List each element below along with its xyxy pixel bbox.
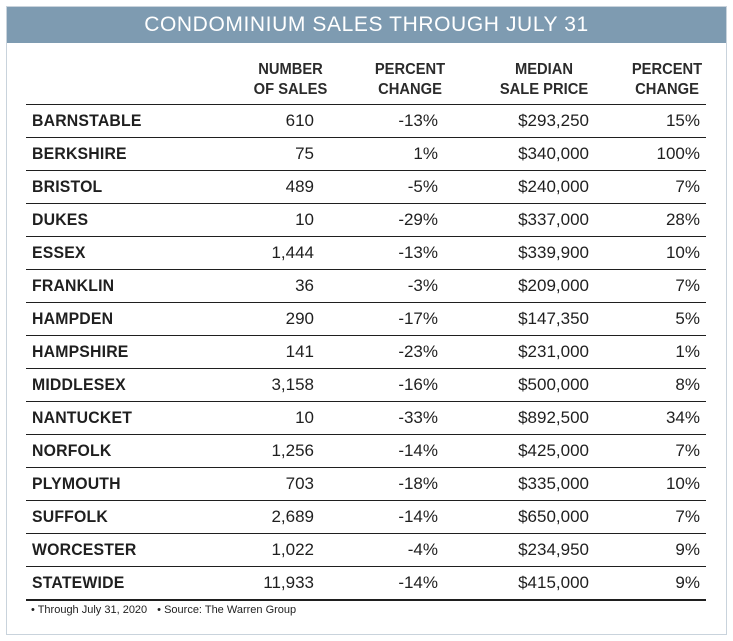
median-sale-price-cell: $415,000 (518, 573, 589, 592)
table-row (26, 534, 706, 567)
column-header-line: PERCENT (374, 61, 446, 78)
number-of-sales-cell: 489 (285, 177, 314, 196)
footnotes (31, 604, 306, 616)
sales-percent-change-cell: -33% (398, 408, 438, 427)
number-of-sales-cell: 2,689 (271, 507, 314, 526)
price-percent-change-cell: 1% (675, 342, 700, 361)
price-percent-change-cell: 10% (665, 243, 700, 262)
number-of-sales-cell: 610 (285, 111, 314, 130)
table-row (26, 369, 706, 402)
sales-percent-change-cell: -18% (398, 474, 438, 493)
median-sale-price-cell: $337,000 (518, 210, 589, 229)
county-cell: BERKSHIRE (32, 144, 127, 163)
county-cell: BRISTOL (32, 177, 103, 196)
column-header-line: CHANGE (378, 81, 442, 98)
table-row (26, 303, 706, 336)
county-cell: HAMPDEN (32, 309, 114, 328)
column-header-number-of-sales (242, 60, 339, 100)
sales-percent-change-cell: -23% (398, 342, 438, 361)
sales-percent-change-cell: -17% (398, 309, 438, 328)
county-cell: NANTUCKET (32, 408, 133, 427)
county-cell: STATEWIDE (32, 573, 125, 592)
table-row (26, 237, 706, 270)
table-row (26, 138, 706, 171)
median-sale-price-cell: $892,500 (518, 408, 589, 427)
sales-percent-change-cell: -3% (407, 276, 438, 295)
column-header-sales-percent-change (364, 60, 456, 100)
median-sale-price-cell: $650,000 (518, 507, 589, 526)
sales-percent-change-cell: -14% (398, 507, 438, 526)
county-cell: SUFFOLK (32, 507, 108, 526)
median-sale-price-cell: $240,000 (518, 177, 589, 196)
median-sale-price-cell: $340,000 (518, 144, 589, 163)
column-header-line: CHANGE (635, 81, 699, 98)
table-title: CONDOMINIUM SALES THROUGH JULY 31 (7, 7, 726, 43)
median-sale-price-cell: $500,000 (518, 375, 589, 394)
number-of-sales-cell: 3,158 (271, 375, 314, 394)
county-cell: PLYMOUTH (32, 474, 121, 493)
sales-percent-change-cell: -4% (407, 540, 438, 559)
median-sale-price-cell: $339,900 (518, 243, 589, 262)
footnote-item: • Source: The Warren Group (157, 604, 297, 616)
number-of-sales-cell: 1,256 (271, 441, 314, 460)
median-sale-price-cell: $293,250 (518, 111, 589, 130)
median-sale-price-cell: $147,350 (518, 309, 589, 328)
sales-percent-change-cell: -13% (398, 243, 438, 262)
sales-percent-change-cell: -16% (398, 375, 438, 394)
median-sale-price-cell: $231,000 (518, 342, 589, 361)
table-row (26, 171, 706, 204)
county-cell: ESSEX (32, 243, 86, 262)
county-cell: BARNSTABLE (32, 111, 142, 130)
number-of-sales-cell: 290 (285, 309, 314, 328)
table-body (26, 104, 706, 601)
price-percent-change-cell: 7% (675, 507, 700, 526)
median-sale-price-cell: $425,000 (518, 441, 589, 460)
condo-sales-table-panel (6, 6, 727, 635)
column-header-line: PERCENT (631, 61, 703, 78)
price-percent-change-cell: 34% (665, 408, 700, 427)
sales-percent-change-cell: -5% (407, 177, 438, 196)
table-row (26, 105, 706, 138)
table-row (26, 468, 706, 501)
price-percent-change-cell: 9% (675, 573, 700, 592)
column-header-median-sale-price (490, 60, 599, 100)
column-header-line: MEDIAN (514, 61, 574, 78)
sales-percent-change-cell: -13% (398, 111, 438, 130)
price-percent-change-cell: 100% (656, 144, 700, 163)
column-header-line: OF SALES (253, 81, 328, 98)
price-percent-change-cell: 5% (675, 309, 700, 328)
number-of-sales-cell: 75 (295, 144, 314, 163)
price-percent-change-cell: 9% (675, 540, 700, 559)
price-percent-change-cell: 7% (675, 276, 700, 295)
price-percent-change-cell: 10% (665, 474, 700, 493)
column-header-price-percent-change (625, 60, 710, 100)
table-row (26, 270, 706, 303)
county-cell: WORCESTER (32, 540, 137, 559)
sales-percent-change-cell: 1% (413, 144, 438, 163)
median-sale-price-cell: $234,950 (518, 540, 589, 559)
price-percent-change-cell: 8% (675, 375, 700, 394)
number-of-sales-cell: 1,022 (271, 540, 314, 559)
number-of-sales-cell: 703 (285, 474, 314, 493)
county-cell: DUKES (32, 210, 89, 229)
sales-percent-change-cell: -29% (398, 210, 438, 229)
number-of-sales-cell: 10 (295, 408, 314, 427)
table-row (26, 501, 706, 534)
number-of-sales-cell: 10 (295, 210, 314, 229)
number-of-sales-cell: 1,444 (271, 243, 314, 262)
table-row (26, 402, 706, 435)
table-row (26, 567, 706, 601)
price-percent-change-cell: 7% (675, 177, 700, 196)
column-header-line: NUMBER (258, 61, 323, 78)
median-sale-price-cell: $335,000 (518, 474, 589, 493)
price-percent-change-cell: 7% (675, 441, 700, 460)
county-cell: HAMPSHIRE (32, 342, 129, 361)
county-cell: NORFOLK (32, 441, 112, 460)
column-header-line: SALE PRICE (499, 81, 589, 98)
sales-percent-change-cell: -14% (398, 573, 438, 592)
table-row (26, 336, 706, 369)
median-sale-price-cell: $209,000 (518, 276, 589, 295)
number-of-sales-cell: 36 (295, 276, 314, 295)
sales-percent-change-cell: -14% (398, 441, 438, 460)
price-percent-change-cell: 28% (665, 210, 700, 229)
table-row (26, 204, 706, 237)
table-row (26, 435, 706, 468)
price-percent-change-cell: 15% (665, 111, 700, 130)
number-of-sales-cell: 11,933 (263, 573, 314, 592)
number-of-sales-cell: 141 (285, 342, 314, 361)
county-cell: MIDDLESEX (32, 375, 126, 394)
county-cell: FRANKLIN (32, 276, 115, 295)
footnote-item: • Through July 31, 2020 (31, 604, 148, 616)
